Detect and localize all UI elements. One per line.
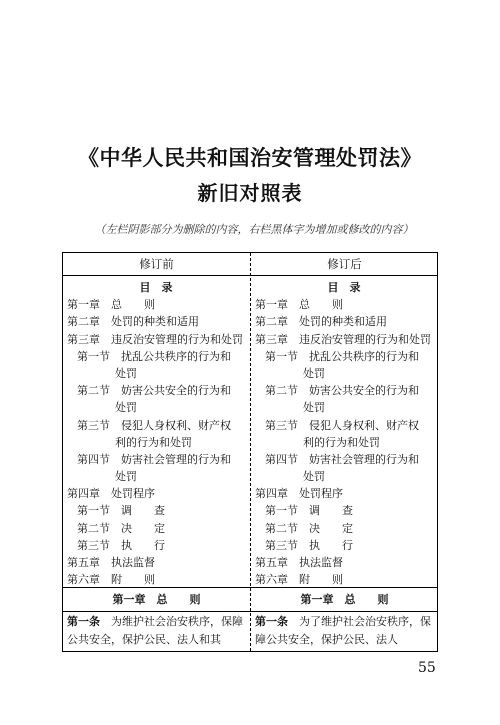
right-toc-item: 第一节 调 查 xyxy=(265,504,353,518)
page-number: 55 xyxy=(418,660,436,676)
left-toc-item: 处罚 xyxy=(115,366,137,380)
right-toc-item: 第一节 扰乱公共秩序的行为和 xyxy=(265,349,419,363)
header-divider xyxy=(63,275,437,276)
left-article-label: 第一条 xyxy=(67,615,100,628)
right-toc-item: 第三节 执 行 xyxy=(265,538,353,552)
left-toc-item: 第三节 执 行 xyxy=(77,538,165,552)
right-toc-item: 处罚 xyxy=(303,366,325,380)
right-toc-item: 第六章 附 则 xyxy=(255,573,343,587)
right-toc-item: 利的行为和处罚 xyxy=(303,435,380,449)
left-toc-item: 第一章 总 则 xyxy=(67,298,155,312)
left-toc-item: 利的行为和处罚 xyxy=(115,435,192,449)
right-article-label: 第一条 xyxy=(255,615,288,628)
explanatory-note: （左栏阴影部分为删除的内容，右栏黑体字为增加或修改的内容） xyxy=(94,223,414,236)
left-toc-item: 处罚 xyxy=(115,470,137,484)
left-toc-item: 第三章 违反治安管理的行为和处罚 xyxy=(67,332,243,346)
document-title: 《中华人民共和国治安管理处罚法》 xyxy=(78,145,422,170)
left-toc-item: 第二章 处罚的种类和适用 xyxy=(67,315,199,329)
right-toc-title: 目 录 xyxy=(327,281,361,294)
left-toc-item: 第六章 附 则 xyxy=(67,573,155,587)
left-chapter-heading: 第一章 总 则 xyxy=(112,593,201,606)
right-chapter-heading: 第一章 总 则 xyxy=(300,593,389,606)
left-toc-item: 第一节 扰乱公共秩序的行为和 xyxy=(77,349,231,363)
right-toc-item: 第四章 处罚程序 xyxy=(255,487,343,501)
right-toc-item: 第二节 妨害公共安全的行为和 xyxy=(265,384,419,398)
right-article-text: 为了维护社会治安秩序，保障公共安全，保护公民、法人 xyxy=(255,615,431,646)
left-toc-item: 第四章 处罚程序 xyxy=(67,487,155,501)
right-toc-item: 第五章 执法监督 xyxy=(255,556,343,569)
right-toc-item: 处罚 xyxy=(303,401,325,415)
left-column-header: 修订前 xyxy=(139,257,174,271)
toc-divider xyxy=(63,587,437,588)
right-column-header: 修订后 xyxy=(327,257,362,271)
right-toc-item: 第一章 总 则 xyxy=(255,298,343,312)
right-toc-item: 第三节 侵犯人身权利、财产权 xyxy=(265,418,419,432)
document-subtitle: 新旧对照表 xyxy=(197,181,303,205)
right-toc-item: 第二节 决 定 xyxy=(265,521,353,535)
comparison-table xyxy=(62,252,438,652)
right-toc-item: 第二章 处罚的种类和适用 xyxy=(255,315,387,329)
right-toc-item: 处罚 xyxy=(303,470,325,484)
left-toc-item: 处罚 xyxy=(115,401,137,415)
left-toc-title: 目 录 xyxy=(139,281,173,294)
right-article-1 xyxy=(255,613,433,648)
left-toc-item: 第一节 调 查 xyxy=(77,504,165,518)
left-article-1 xyxy=(67,613,245,648)
right-toc-item: 第三章 违反治安管理的行为和处罚 xyxy=(255,332,431,346)
right-toc xyxy=(255,279,433,588)
left-toc-item: 第五章 执法监督 xyxy=(67,556,155,569)
left-toc-item: 第三节 侵犯人身权利、财产权 xyxy=(77,418,231,432)
left-article-text: 为维护社会治安秩序，保障公共安全，保护公民、法人和其 xyxy=(67,615,243,646)
left-toc xyxy=(67,279,245,588)
left-toc-item: 第二节 决 定 xyxy=(77,521,165,535)
left-toc-item: 第四节 妨害社会管理的行为和 xyxy=(77,452,231,466)
chapter-divider xyxy=(63,611,437,612)
left-toc-item: 第二节 妨害公共安全的行为和 xyxy=(77,384,231,398)
right-toc-item: 第四节 妨害社会管理的行为和 xyxy=(265,452,419,466)
